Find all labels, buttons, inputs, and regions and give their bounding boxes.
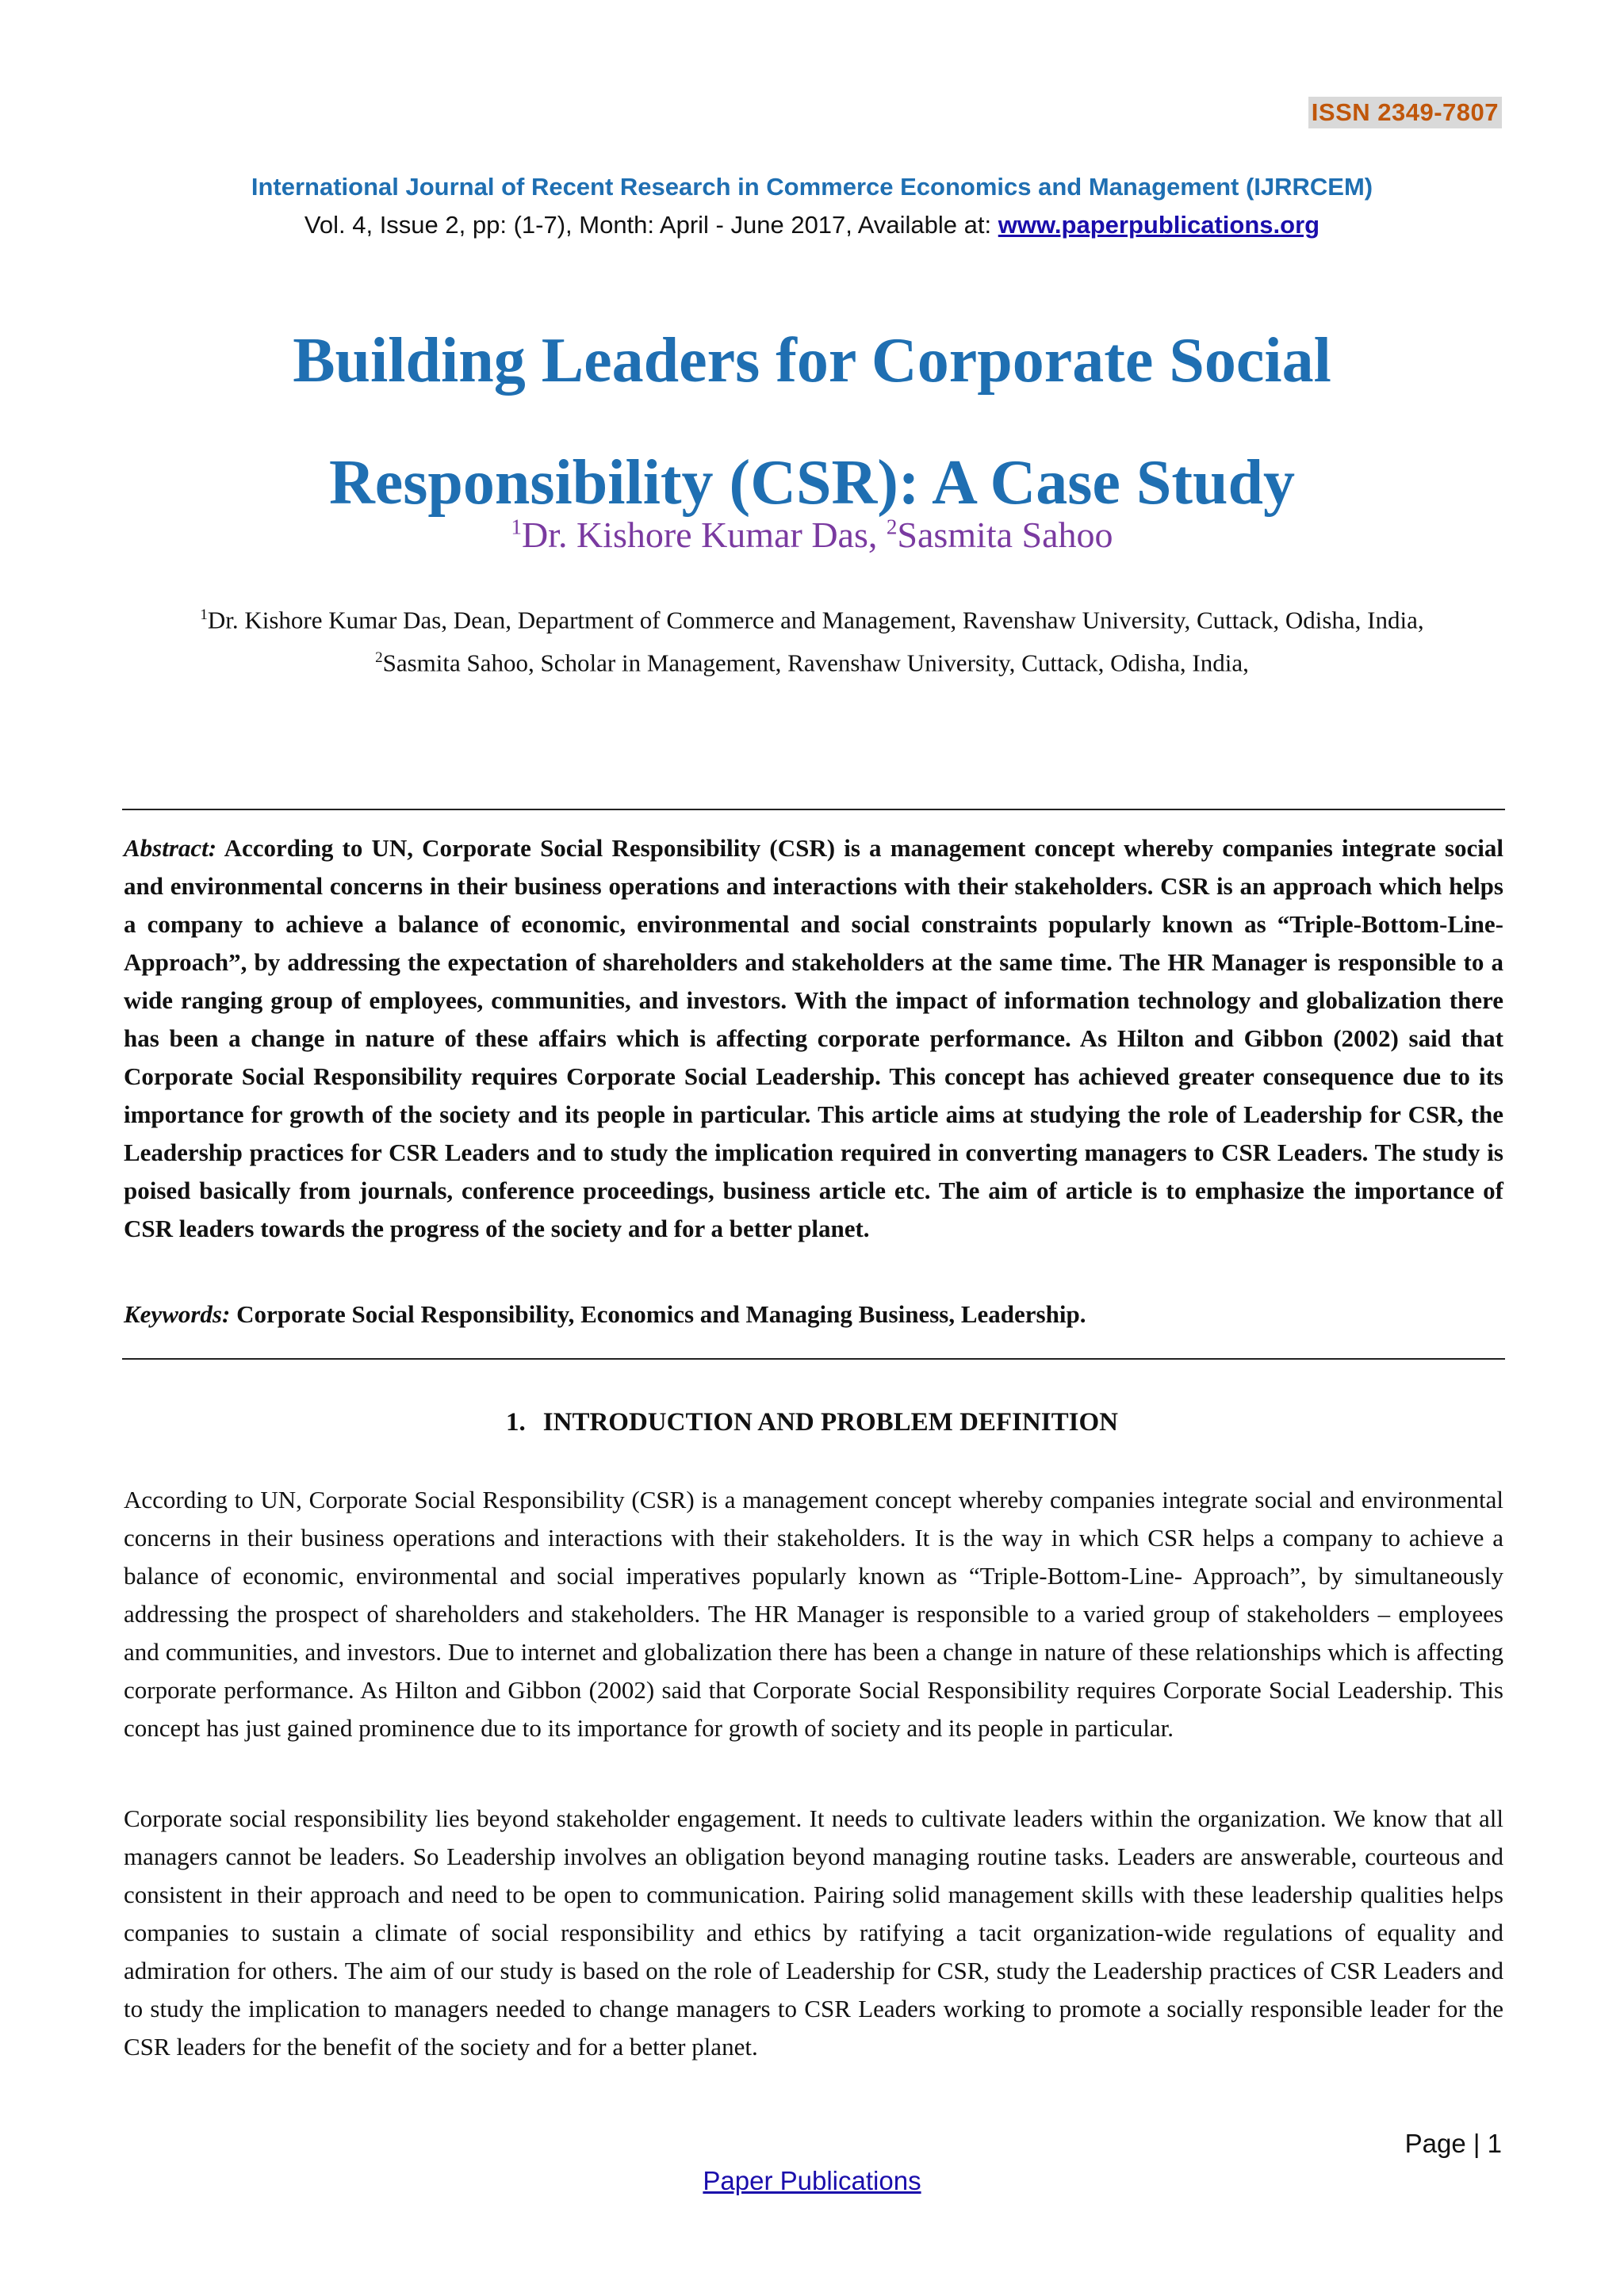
keywords-text: Corporate Social Responsibility, Economics and Managing Business, Leadership. bbox=[236, 1300, 1086, 1328]
abstract-label: Abstract: bbox=[124, 834, 217, 862]
affiliation-1 bbox=[0, 596, 1624, 639]
body-paragraph: Corporate social responsibility lies beyond stakeholder engagement. It needs to cultivate leaders within the organization. We know that all managers cannot be leaders. So Leadership involves an obligation beyond managing routine tasks. Leaders are answerable, courteous and consistent in their approach and need to be open to communication. Pairing solid management skills with these leadership qualities helps companies to sustain a climate of social responsibility and ethics by ratifying a tacit organization-wide regulations of equality and admiration for others. The aim of our study is based on the role of Leadership for CSR, study the Leadership practices of CSR Leaders and to study the implication to managers needed to change managers to CSR Leaders working to promote a socially responsible leader for the CSR leaders for the benefit of the society and for a better planet. bbox=[124, 1804, 1503, 2061]
affiliation-1-superscript: 1 bbox=[200, 607, 208, 623]
authors bbox=[0, 514, 1624, 556]
keywords bbox=[124, 1295, 1503, 1334]
author-2-name: Sasmita Sahoo bbox=[897, 515, 1113, 555]
issn-badge: ISSN 2349-7807 bbox=[1308, 97, 1502, 128]
affiliation-2 bbox=[0, 639, 1624, 682]
section-heading bbox=[0, 1408, 1624, 1437]
affiliation-2-superscript: 2 bbox=[375, 649, 383, 667]
section-title: INTRODUCTION AND PROBLEM DEFINITION bbox=[542, 1408, 1118, 1437]
body-paragraph: According to UN, Corporate Social Responsibility (CSR) is a management concept whereby companies integrate social and environmental concerns in their business operations and interactions with their stakeholders. It is the way in which CSR helps a company to achieve a balance of economic, environmental and social imperatives popularly known as “Triple-Bottom-Line- Approach”, by simultaneously addressing the prospect of shareholders and stakeholders. The HR Manager is responsible to a varied group of stakeholders – employees and communities, and investors. Due to internet and globalization there has been a change in nature of these relationships which is affecting corporate performance. As Hilton and Gibbon (2002) said that Corporate Social Responsibility requires Corporate Social Leadership. This concept has just gained prominence due to its importance for growth of society and its people in particular. bbox=[124, 1486, 1503, 1742]
paper-title-line-2: Responsibility (CSR): A Case Study bbox=[328, 448, 1295, 518]
journal-info bbox=[0, 211, 1624, 239]
author-2-superscript: 2 bbox=[886, 515, 898, 539]
section-number: 1. bbox=[506, 1408, 526, 1437]
author-1-name: Dr. Kishore Kumar Das, bbox=[521, 515, 887, 555]
keywords-label: Keywords: bbox=[124, 1300, 231, 1328]
journal-info-text: Vol. 4, Issue 2, pp: (1-7), Month: April - June 2017, Available at: bbox=[304, 211, 998, 239]
abstract-top-divider bbox=[122, 809, 1505, 810]
abstract-bottom-divider bbox=[122, 1358, 1505, 1360]
page-number: Page | 1 bbox=[1404, 2129, 1502, 2158]
journal-title: International Journal of Recent Research in Commerce Economics and Management (IJRRCEM) bbox=[251, 173, 1373, 201]
abstract bbox=[124, 829, 1503, 1248]
journal-website-link[interactable]: www.paperpublications.org bbox=[998, 211, 1320, 239]
paper-title-line-1: Building Leaders for Corporate Social bbox=[293, 326, 1331, 396]
publisher-link[interactable]: Paper Publications bbox=[703, 2166, 921, 2195]
affiliation-1-text: Dr. Kishore Kumar Das, Dean, Department of Commerce and Management, Ravenshaw University, Cuttack, Odisha, India, bbox=[207, 606, 1424, 634]
abstract-text: According to UN, Corporate Social Responsibility (CSR) is a management concept whereby companies integrate social and environmental concerns in their business operations and interactions with their stakeholders. CSR is an approach which helps a company to achieve a balance of economic, environmental and social constraints popularly known as “Triple-Bottom-Line- Approach”, by addressing the expectation of shareholders and stakeholders at the same time. The HR Manager is responsible to a wide ranging group of employees, communities, and investors. With the impact of information technology and globalization there has been a change in nature of these affairs which is affecting corporate performance. As Hilton and Gibbon (2002) said that Corporate Social Responsibility requires Corporate Social Leadership. This concept has achieved greater consequence due to its importance for growth of the society and its people in particular. This article aims at studying the role of Leadership for CSR, the Leadership practices for CSR Leaders and to study the implication required in converting managers to CSR Leaders. The study is poised basically from journals, conference proceedings, business article etc. The aim of article is to emphasize the importance of CSR leaders towards the progress of the society and for a better planet. bbox=[124, 834, 1503, 1242]
affiliations bbox=[0, 596, 1624, 683]
paper-title bbox=[0, 300, 1624, 544]
affiliation-2-text: Sasmita Sahoo, Scholar in Management, Ravenshaw University, Cuttack, Odisha, India, bbox=[382, 649, 1249, 677]
author-1-superscript: 1 bbox=[511, 515, 522, 539]
